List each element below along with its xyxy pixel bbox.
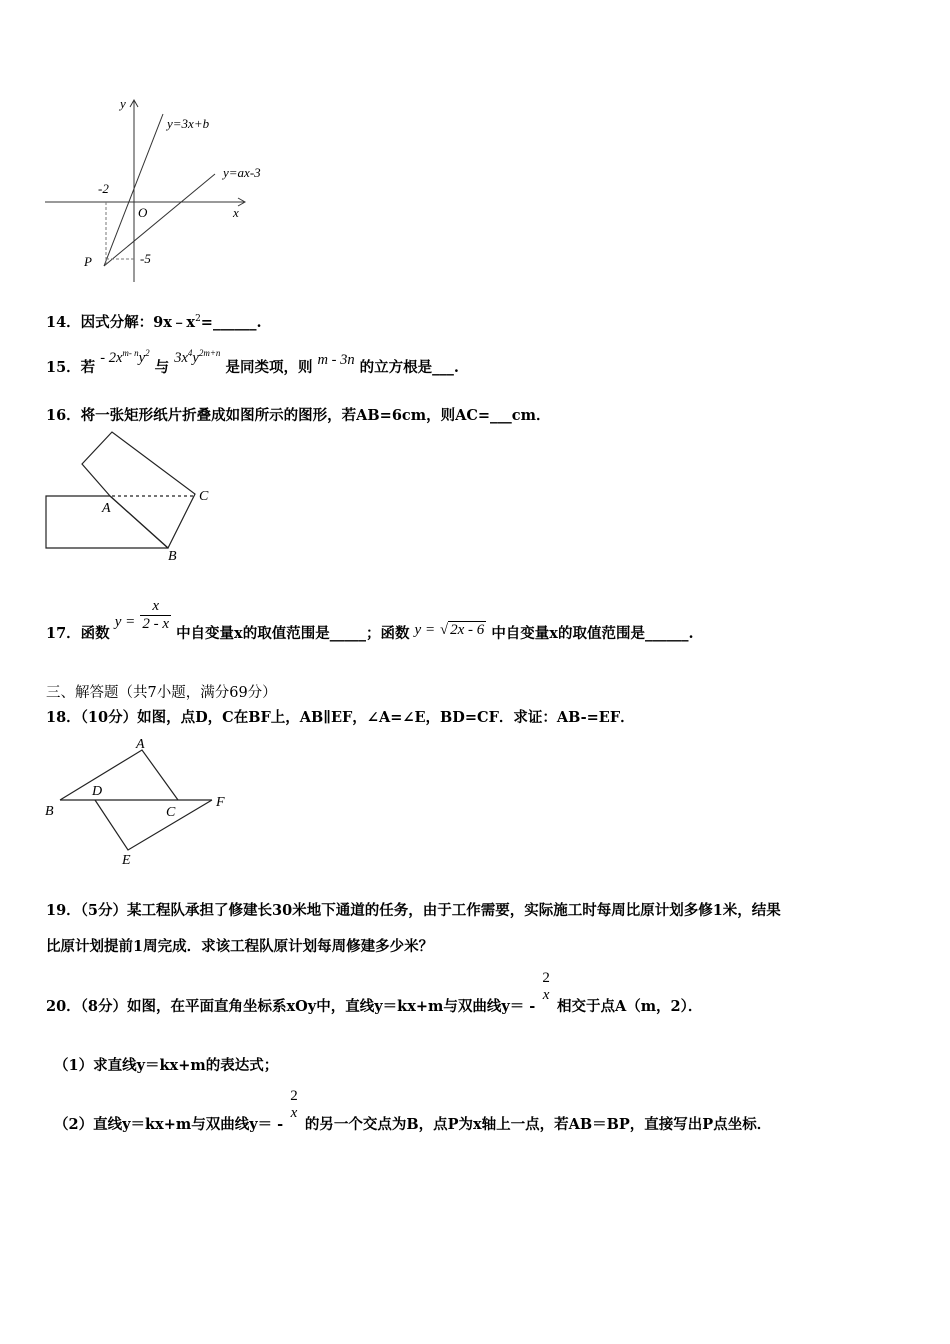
question-16	[46, 404, 550, 425]
label-d: D	[92, 784, 103, 799]
q15-mid: 与	[154, 359, 170, 376]
q15-after: 是同类项，则	[225, 359, 313, 376]
q17-f1-num: x	[152, 598, 159, 614]
q14-text: 14．因式分解：9x﹣x	[46, 314, 196, 331]
q17-tail: 中自变量x的取值范围是______.	[491, 625, 694, 642]
section-3-heading	[46, 681, 277, 702]
q17-f2-radicand: 2x - 6	[450, 622, 485, 638]
section-3-text: 三、解答题（共7小题，满分69分）	[46, 685, 277, 701]
q20-frac-den: x	[542, 987, 550, 1003]
question-19-line-1	[46, 899, 781, 920]
q19-line1: 19．（5分）某工程队承担了修建长30米地下通道的任务，由于工作需要，实际施工时每周比原计划多修1米，结果	[46, 902, 781, 919]
q20-tail: 相交于点A（m，2）．	[556, 998, 703, 1015]
question-17: 17．函数 y = $\frac{x}{2 - x}$ 中自变量x的取值范围是_____；函数 y = √ 2x - 6 中自变量x的取值范围是______.	[46, 598, 694, 642]
tick-y-label: -5	[140, 251, 151, 266]
fold-line	[110, 496, 168, 548]
q19-line2: 比原计划提前1周完成．求该工程队原计划每周修建多少米？	[46, 938, 434, 955]
tick-x-label: -2	[98, 181, 109, 196]
q14-tail: =______.	[200, 314, 262, 331]
label-a: A	[102, 501, 111, 516]
q15-term1-coef: - 2x	[100, 350, 123, 366]
question-19-line-2	[46, 935, 433, 956]
x-axis-label: x	[233, 205, 239, 220]
q17-f2-lhs: y =	[414, 622, 436, 638]
q17-mid: 中自变量x的取值范围是_____；函数	[176, 625, 410, 642]
q15-num: 15．若	[46, 359, 96, 376]
question-14	[46, 311, 262, 332]
q20-head: 20．（8分）如图，在平面直角坐标系xOy中，直线y＝kx+m与双曲线y＝ -	[46, 998, 536, 1015]
label-c: C	[199, 489, 209, 504]
figure-q16-folded-rectangle	[40, 430, 240, 570]
q15-expr: m - 3n	[317, 352, 355, 368]
question-20	[46, 970, 703, 1015]
question-18	[46, 706, 635, 727]
figure-q13-graph	[40, 92, 290, 287]
label-a: A	[136, 737, 145, 752]
label-f: F	[216, 795, 225, 810]
label-b: B	[168, 549, 177, 564]
y-axis-label: y	[120, 96, 126, 111]
q20-p2-frac-den: x	[290, 1105, 298, 1121]
folded-strip	[82, 432, 195, 548]
eq1-label: y=3x+b	[167, 116, 210, 131]
label-b: B	[45, 804, 54, 819]
q20-p1: （1）求直线y＝kx+m的表达式；	[54, 1057, 279, 1074]
label-c: C	[166, 805, 176, 820]
q15-term2-coef: 3x	[174, 350, 188, 366]
q15-term2-exp: 4	[187, 348, 193, 359]
triangle-abc	[60, 750, 178, 800]
q18-text: 18．（10分）如图，点D，C在BF上，AB∥EF，∠A=∠E，BD=CF．求证：AB-=EF．	[46, 709, 635, 726]
q17-f1-den: 2 - x	[142, 616, 169, 632]
figure-q18-triangles	[40, 732, 235, 868]
q14-sup: 2	[195, 314, 201, 325]
origin-label: O	[138, 205, 148, 220]
q17-num: 17．函数	[46, 625, 110, 642]
question-20-part-1	[54, 1054, 278, 1075]
question-20-part-2	[54, 1088, 772, 1133]
q15-term2-y: y	[192, 350, 199, 366]
q20-p2-head: （2）直线y＝kx+m与双曲线y＝ -	[54, 1116, 284, 1133]
point-p-label: P	[84, 254, 92, 269]
eq2-label: y=ax-3	[223, 165, 261, 180]
q20-p2-frac-num: 2	[290, 1088, 298, 1104]
q15-term1-y: y	[138, 350, 146, 366]
question-15	[46, 348, 459, 377]
line-y-ax-3	[104, 174, 215, 266]
q16-text: 16．将一张矩形纸片折叠成如图所示的图形，若AB=6cm，则AC=___cm．	[46, 407, 551, 424]
q15-tail: 的立方根是___.	[359, 359, 459, 376]
q15-term2-yexp: 2m+n	[198, 348, 221, 359]
q15-term1-exp: m- n	[122, 348, 139, 359]
label-e: E	[122, 853, 131, 868]
q20-p2-tail: 的另一个交点为B，点P为x轴上一点，若AB＝BP，直接写出P点坐标．	[304, 1116, 772, 1133]
q20-frac-num: 2	[542, 970, 550, 986]
triangle-def	[95, 800, 212, 850]
q17-f1-lhs: y =	[114, 614, 136, 630]
q15-term1-yexp: 2	[145, 348, 150, 359]
